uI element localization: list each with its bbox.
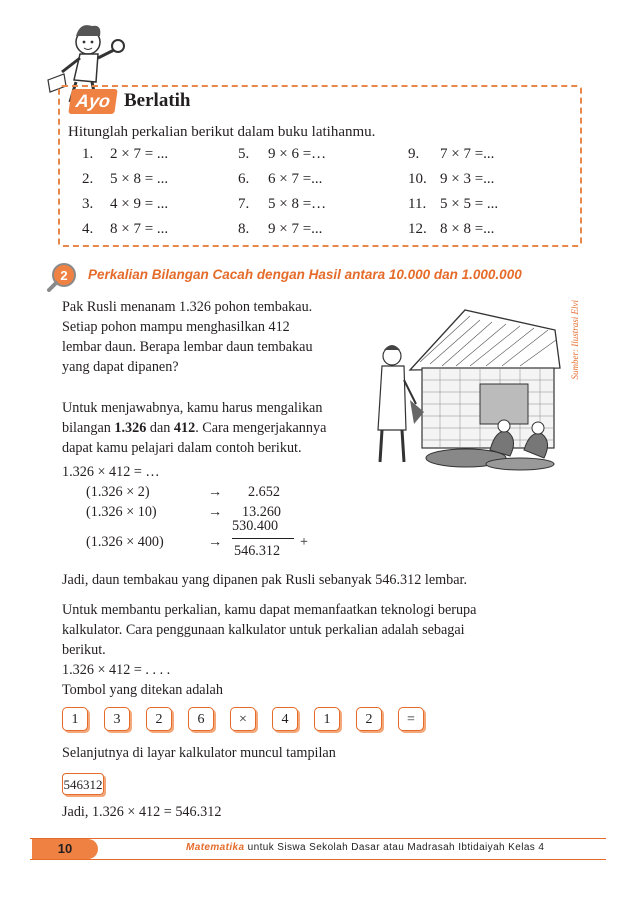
tobacco-farm-illustration [370,300,565,472]
exercise-item-number: 2. [82,171,94,187]
exercise-item-number: 6. [238,171,250,187]
arrow-icon: → [208,504,223,520]
footer-text: Matematika untuk Siswa Sekolah Dasar atau Madrasah Ibtidaiyah Kelas 4 [186,842,545,853]
exercise-item-expression: 5 × 5 = ... [440,196,499,212]
exercise-item-number: 4. [82,221,94,237]
story-line: Pak Rusli menanam 1.326 pohon tembakau. [62,299,313,315]
exercise-item-expression: 4 × 9 = ... [110,196,169,212]
conclusion: Jadi, daun tembakau yang dipanen pak Rusli sebanyak 546.312 lembar. [62,572,468,588]
final-answer: Jadi, 1.326 × 412 = 546.312 [62,804,222,820]
calc-step-expression: (1.326 × 400) [86,534,164,550]
exercise-item-expression: 5 × 8 =… [268,196,327,212]
exercise-item-expression: 9 × 3 =... [440,171,495,187]
keys-label: Tombol yang ditekan adalah [62,682,223,698]
story-line: yang dapat dipanen? [62,359,179,375]
section-title: Perkalian Bilangan Cacah dengan Hasil antara 10.000 dan 1.000.000 [88,267,522,282]
digit-key-6[interactable]: 6 [188,707,214,731]
explain-paragraph [62,398,362,458]
section-number: 2 [60,268,68,283]
digit-key-3[interactable]: 3 [104,707,130,731]
intro-line: kalkulator. Cara penggunaan kalkulator untuk perkalian adalah sebagai [62,622,465,638]
plus-sign: + [300,534,309,550]
intro-line: berikut. [62,642,106,658]
story-line: Setiap pohon mampu menghasilkan 412 [62,319,290,335]
exercise-item-expression: 7 × 7 =... [440,146,495,162]
exercise-item-expression: 6 × 7 =... [268,171,323,187]
digit-key-2[interactable]: 2 [356,707,382,731]
equals-key[interactable]: = [398,707,424,731]
magnifier-icon [46,258,80,292]
calculator-problem: 1.326 × 412 = . . . . [62,662,171,678]
calc-total: 546.312 [234,543,281,559]
calc-step-expression: (1.326 × 2) [86,484,150,500]
digit-key-4[interactable]: 4 [272,707,298,731]
calc-step-result: 2.652 [248,484,280,500]
exercise-item-number: 8. [238,221,250,237]
multiply-key[interactable]: × [230,707,256,731]
exercise-item-number: 11. [408,196,427,212]
story-line: lembar daun. Berapa lembar daun tembakau [62,339,313,355]
digit-key-1[interactable]: 1 [314,707,340,731]
explain-line: dapat kamu pelajari dalam contoh berikut. [62,440,302,456]
explain-line: Untuk menjawabnya, kamu harus mengalikan [62,400,323,416]
exercise-item-expression: 8 × 8 =... [440,221,495,237]
calc-step-result: 13.260 [242,504,282,520]
display-label: Selanjutnya di layar kalkulator muncul tampilan [62,745,336,761]
intro-line: Untuk membantu perkalian, kamu dapat memanfaatkan teknologi berupa [62,602,477,618]
exercise-item-number: 5. [238,146,250,162]
calc-step-result: 530.400 [232,518,279,534]
exercise-item-expression: 9 × 6 =… [268,146,327,162]
page-number: 10 [32,839,98,859]
calc-step-expression: (1.326 × 10) [86,504,157,520]
sum-line [232,538,294,539]
digit-key-1[interactable]: 1 [62,707,88,731]
exercise-item-expression: 5 × 8 = ... [110,171,169,187]
arrow-icon: → [208,484,223,500]
calc-problem: 1.326 × 412 = … [62,464,160,480]
image-source-caption: Sumber: Ilustrasi Elvi [570,300,580,380]
digit-key-2[interactable]: 2 [146,707,172,731]
exercise-item-expression: 8 × 7 = ... [110,221,169,237]
calculator-intro [62,600,580,700]
exercise-item-number: 1. [82,146,94,162]
exercise-item-number: 12. [408,221,427,237]
exercise-item-expression: 2 × 7 = ... [110,146,169,162]
exercise-item-number: 7. [238,196,250,212]
calculator-display: 546312 [62,773,104,795]
story-paragraph [62,297,362,377]
ayo-badge: Ayo [68,89,118,114]
exercise-item-number: 10. [408,171,427,187]
exercise-item-expression: 9 × 7 =... [268,221,323,237]
exercise-instruction: Hitunglah perkalian berikut dalam buku latihanmu. [68,124,376,140]
footer-brand: Matematika [186,842,245,853]
exercise-item-number: 3. [82,196,94,212]
exercise-item-number: 9. [408,146,420,162]
exercise-title: Berlatih [124,90,191,111]
explain-line: bilangan 1.326 dan 412. Cara mengerjakannya [62,420,327,436]
arrow-icon: → [208,534,223,550]
